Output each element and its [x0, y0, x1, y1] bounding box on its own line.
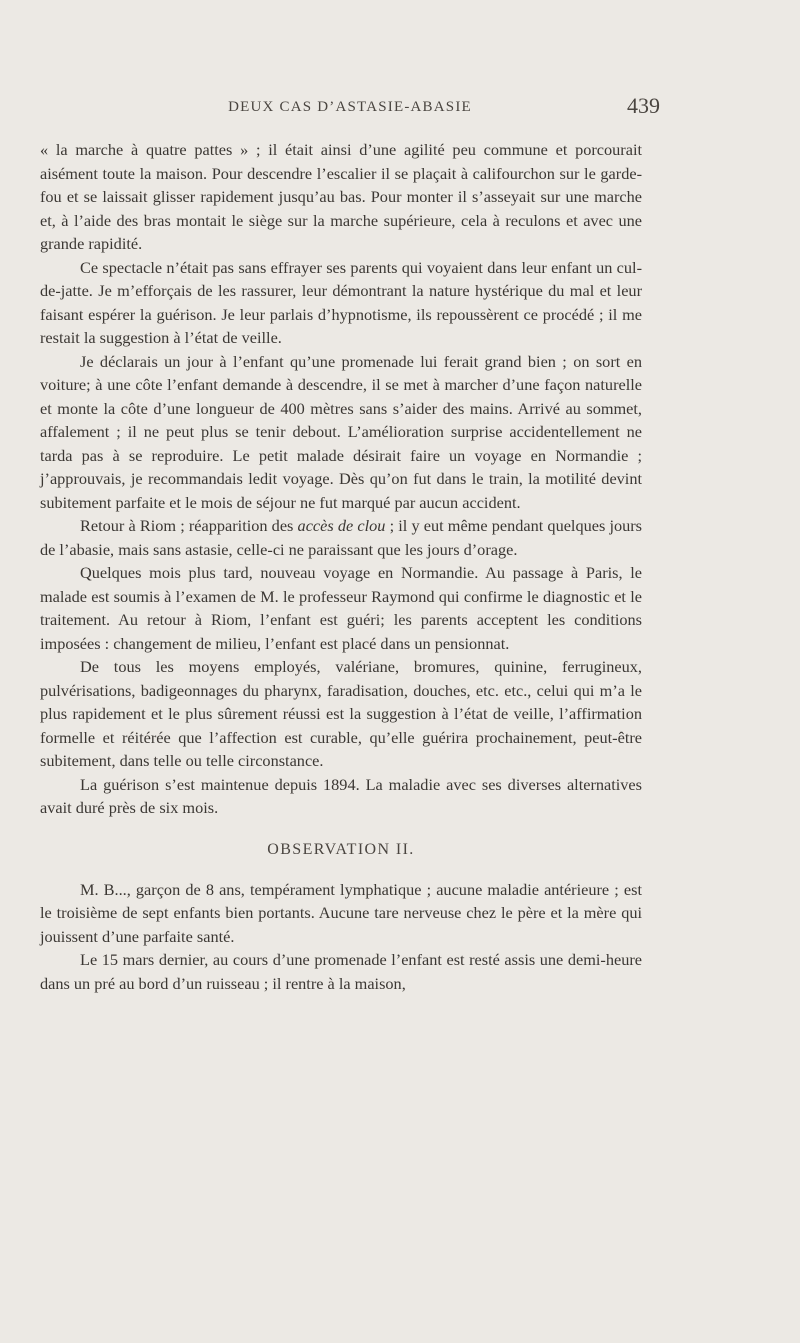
page-number: 439 [627, 93, 660, 118]
riom-text-italic: accès de clou [297, 516, 386, 535]
paragraph-retour-riom [40, 514, 642, 561]
riom-text-before: Retour à Riom ; réapparition des [80, 516, 298, 535]
running-title: DEUX CAS D’ASTASIE-ABASIE [228, 99, 472, 115]
paragraph-guerison: La guérison s’est maintenue depuis 1894. La maladie avec ses diverses alternatives avait duré près de six mois. [40, 774, 642, 817]
paragraph-moyens: De tous les moyens employés, valériane, bromures, quinine, ferrugineux, pulvérisations, badigeonnages du pharynx, faradisation, douches, etc. etc., celui qui m’a le plus rapidement et le plus sûrement réussi est la suggestion à l’état de veille, l’affirmation formelle et réitérée que l’affection est curable, qu’elle guérira prochainement, peut-être subitement, dans telle ou telle circonstance. [40, 657, 642, 770]
paragraph-continuation: « la marche à quatre pattes » ; il était ainsi d’une agilité peu commune et porcourait aisément toute la maison. Pour descendre l’escalier il se plaçait à califourchon sur le garde-fou et se laissait glisser rapidement jusqu’au bas. Pour monter il s’asseyait sur une marche et, à l’aide des bras montait le siège sur la marche supérieure, cela à reculons et avec une grande rapidité. [40, 140, 642, 253]
running-head [40, 93, 660, 121]
paragraph-normandie: Quelques mois plus tard, nouveau voyage en Normandie. Au passage à Paris, le malade est soumis à l’examen de M. le professeur Raymond qui confirme le diagnostic et le traitement. Au retour à Riom, l’enfant est guéri; les parents acceptent les conditions imposées : changement de milieu, l’enfant est placé dans un pensionnat. [40, 563, 642, 653]
paragraph-spectacle: Ce spectacle n’était pas sans effrayer ses parents qui voyaient dans leur enfant un cul-de-jatte. Je m’efforçais de les rassurer, leur démontrant la nature hystérique du mal et leur faisant espérer la guérison. Je leur parlais d’hypnotisme, ils repoussèrent ce procédé ; il me restait la suggestion à l’état de veille. [40, 257, 642, 347]
riom-text-after: ; il y eut même pendant quelques jours de l’abasie, mais sans astasie, celle-ci ne paraissant que les jours d’orage. [40, 516, 643, 559]
section-heading: OBSERVATION II. [267, 840, 415, 858]
text-body [40, 138, 642, 995]
paragraph-observation-intro: M. B..., garçon de 8 ans, tempérament lymphatique ; aucune maladie antérieure ; est le troisième de sept enfants bien portants. Aucune tare nerveuse chez le père et la mère qui jouissent d’une parfaite santé. [40, 879, 642, 946]
paragraph-promenade: Je déclarais un jour à l’enfant qu’une promenade lui ferait grand bien ; on sort en voiture; à une côte l’enfant demande à descendre, il se met à marcher d’une façon naturelle et monte la côte d’une longueur de 400 mètres sans s’aider des mains. Arrivé au sommet, affalement ; il ne peut plus se tenir debout. L’amélioration surprise accidentellement ne tarda pas à se reproduire. Le petit malade désirait faire un voyage en Normandie ; j’approuvais, je recommandais ledit voyage. Dès qu’on fut dans le train, la motilité devint subitement parfaite et le mois de séjour ne fut marqué par aucun accident. [40, 351, 642, 512]
paragraph-observation-mars: Le 15 mars dernier, au cours d’une promenade l’enfant est resté assis une demi-heure dans un pré au bord d’un ruisseau ; il rentre à la maison, [40, 950, 642, 993]
